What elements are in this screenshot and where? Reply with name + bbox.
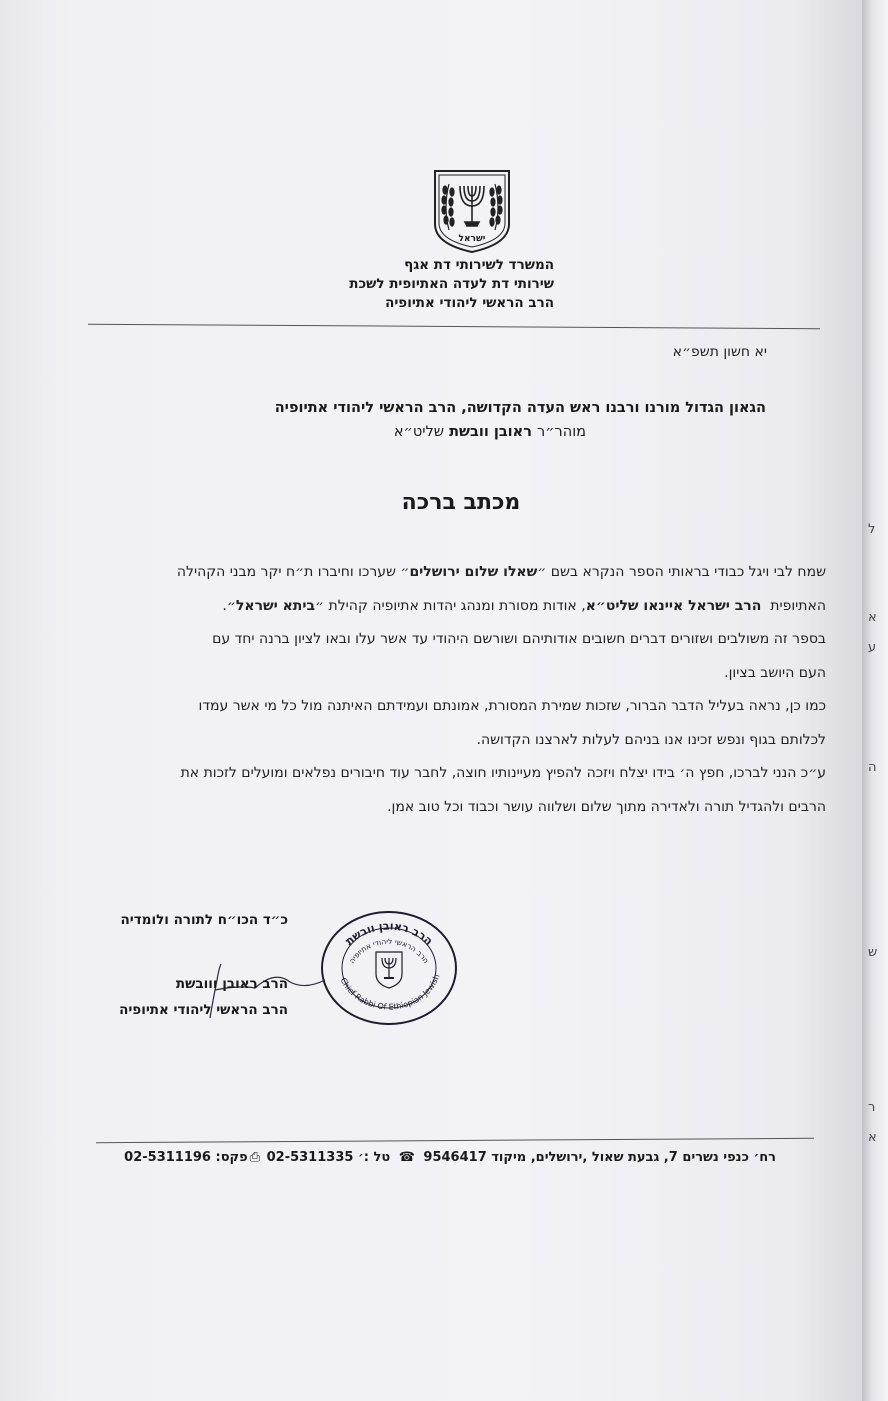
next-page-fragment: ל	[868, 522, 876, 537]
addressee-name: ראובן וובשת	[449, 424, 532, 440]
body-line-1	[86, 556, 826, 590]
addressee-prefix: מוהר״ר	[537, 424, 586, 440]
ministry-heading	[254, 256, 554, 313]
state-emblem-icon	[431, 168, 513, 254]
next-page-fragment: א	[868, 1130, 877, 1145]
body-line-6: לכלותם בגוף ונפש זכינו אנו בניהם לעלות לארצנו הקדושה.	[476, 731, 826, 748]
next-page-fragment: ע	[868, 640, 877, 655]
official-stamp	[318, 908, 460, 1026]
signoff-role: הרב הראשי ליהודי אתיופיה	[119, 1002, 288, 1018]
footer-address: רח׳ כנפי נשרים 7, גבעת שאול ,ירושלים, מיקוד 9546417	[423, 1150, 776, 1165]
book-title: שאלו שלום ירושלים	[409, 564, 538, 580]
body-line-3: בספר זה משולבים ושזורים דברים חשובים אודותיהם ושורשם היהודי עד אשר עלו ובאו לציון ברנה יחד עם	[212, 631, 826, 647]
ministry-line-1: המשרד לשירותי דת אגף	[404, 257, 554, 273]
body-line-5: כמו כן, נראה בעליל הדבר הברור, שזכות שמירת המסורת, אמונתם ועמידתם האיתנה מול כל מי אשר עמדו	[198, 698, 826, 714]
footer-fax: 02-5311196	[124, 1150, 211, 1165]
signoff-name: הרב ראובן ווובשת	[175, 976, 288, 992]
body-line-7: ע״כ הנני לברכו, חפץ ה׳ בידו יצלח ויזכה להפיץ מעיינותיו חוצה, לחבר עוד חיבורים נפלאים ומועלים לזכות את	[180, 765, 826, 781]
stamp-inner-text: הרב הראשי ליהודי אתיופיה	[347, 936, 431, 965]
footer-fax-label: פקס:	[215, 1150, 248, 1165]
ministry-line-3: הרב הראשי ליהודי אתיופיה	[385, 295, 554, 311]
letter-body	[86, 556, 826, 824]
next-page-fragment: ה	[868, 760, 877, 775]
body-line-2	[86, 590, 826, 624]
footer-divider	[96, 1138, 814, 1143]
addressee-suffix: שליט״א	[393, 424, 445, 440]
body-text: האתיופית	[770, 597, 826, 614]
header-divider	[88, 324, 820, 329]
footer-phone-label: טל :׳	[357, 1150, 391, 1165]
footer-contact	[76, 1150, 776, 1165]
next-page-edge	[862, 0, 888, 1401]
body-text: ״ שערכו וחיברו ת״ח יקר מבני הקהילה	[176, 564, 410, 580]
footer-phone: 02-5311335	[266, 1150, 354, 1165]
letter-date: יא חשון תשפ״א	[672, 344, 767, 360]
stamp-top-text: הרב ראובן וובשת	[342, 919, 436, 948]
emblem-text: ישראל	[458, 234, 486, 244]
next-page-fragment: א	[868, 610, 877, 625]
body-line-8: הרבים ולהגדיל תורה ולאדירה מתוך שלום ושלווה עושר וכבוד וכל טוב אמן.	[387, 798, 826, 815]
community-name: ביתא ישראל	[235, 597, 316, 614]
ministry-line-2: שירותי דת לעדה האתיופית לשכת	[349, 276, 554, 292]
stamp-emblem-icon	[376, 952, 402, 988]
signoff-closing: כ״ד הכו״ח לתורה ולומדיה	[120, 912, 288, 928]
body-line-4: העם היושב בציון.	[724, 664, 826, 681]
next-page-fragment: ר	[868, 1100, 876, 1115]
addressee-line-2	[66, 420, 766, 444]
addressee-line-1: הגאון הגדול מורנו ורבנו ראש העדה הקדושה, הרב הראשי ליהודי אתיופיה	[274, 400, 766, 416]
next-page-fragment: ש	[868, 945, 878, 960]
phone-icon: ☎	[398, 1150, 415, 1165]
body-text: שמח לבי ויגל כבודי בראותי הספר הנקרא בשם ״	[537, 564, 826, 580]
body-text: , אודות מסורת ומנהג יהדות אתיופיה קהילת ״	[315, 597, 586, 614]
stamp-english-text: Chief Rabbi Of Ethiopian Jewish	[338, 972, 442, 1012]
author-name: הרב ישראל איינאו שליט״א	[585, 597, 762, 614]
addressee-block	[66, 396, 766, 444]
body-text: ״.	[222, 597, 236, 614]
fax-icon: ⎙	[249, 1150, 261, 1165]
letter-title: מכתב ברכה	[401, 490, 521, 515]
